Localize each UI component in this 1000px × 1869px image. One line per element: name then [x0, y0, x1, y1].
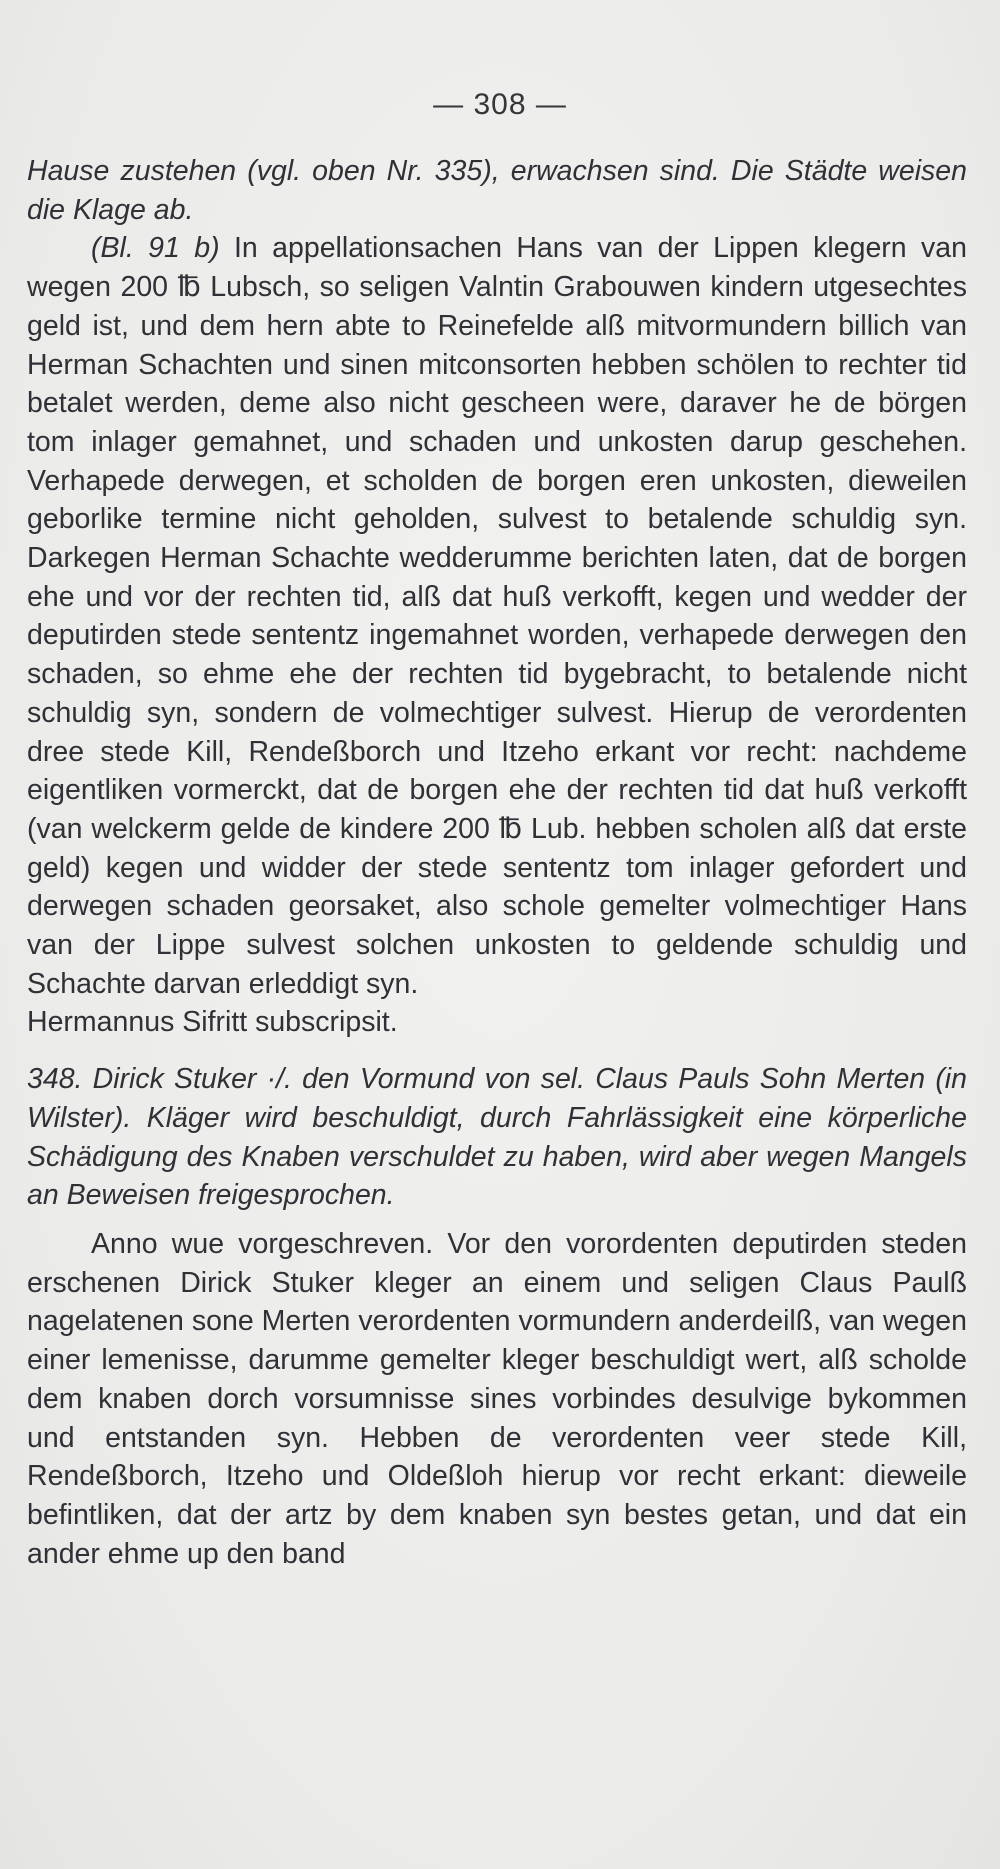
case-heading: 348. Dirick Stuker ·/. den Vormund von sel. Claus Pauls Sohn Merten (in Wilster). Kläger wird beschuldigt, durch Fahrlässigkeit eine körperliche Schädigung des Knaben verschuldet zu haben, wird aber wegen Mangels an Beweisen freigesprochen. — [27, 1063, 967, 1212]
paragraph-continuation: Hause zustehen (vgl. oben Nr. 335), erwachsen sind. Die Städte weisen die Klage ab. — [27, 155, 967, 226]
paragraph-appellation — [27, 229, 967, 1003]
body-text — [27, 152, 967, 1573]
paragraph-case-text: Anno wue vorgeschreven. Vor den vorordenten deputirden steden erschenen Dirick Stuker kleger an einem und seligen Claus Paulß nagelatenen sone Merten verordenten vormundern anderdeilß, van wegen einer lemenisse, darumme gemelter kleger beschuldigt wert, alß scholde dem knaben dorch vorsumnisse sines vorbindes desulvige bykommen und entstanden syn. Hebben de verordenten veer stede Kill, Rendeßborch, Itzeho und Oldeßloh hierup vor recht erkant: dieweile befintliken, dat der artz by dem knaben syn bestes getan, und dat ein ander ehme up den band — [27, 1227, 967, 1570]
folio-reference: (Bl. 91 b) — [91, 232, 220, 265]
paragraph-appellation-text: In appellationsachen Hans van der Lippen klegern van wegen 200 ℔ Lubsch, so seligen Valntin Grabouwen kindern utgesechtes geld ist, und dem hern abte to Reinefelde alß mitvormundern billich van Herman Schachten und sinen mitconsorten hebben schölen to rechter tid betalet werden, deme also nicht gescheen were, daraver he de börgen tom inlager gemahnet, und schaden und unkosten darup geschehen. Verhapede derwegen, et scholden de borgen eren unkosten, dieweilen geborlike termine nicht geholden, sulvest to betalende schuldig syn. Darkegen Herman Schachte wedderumme berichten laten, dat de borgen ehe und vor der rechten tid, alß dat huß verkofft, kegen und wedder der deputirden stede sententz ingemahnet worden, verhapede derwegen den schaden, so ehme ehe der rechten tid bygebracht, to betalende nicht schuldig syn, sondern de volmechtiger sulvest. Hierup de verordenten dree stede Kill, Rendeßborch und Itzeho erkant vor recht: nachdeme eigentliken vormerckt, dat de borgen ehe der rechten tid dat huß verkofft (van welckerm gelde de kindere 200 ℔ Lub. hebben scholen alß dat erste geld) kegen und widder der stede sententz tom inlager gefordert und derwegen schaden georsaket, also schole gemelter volmechtiger Hans van der Lippe sulvest solchen unkosten to geldende schuldig und Schachte darvan erleddigt syn. — [27, 232, 967, 1000]
page-number: — 308 — — [433, 88, 567, 121]
signature-line: Hermannus Sifritt subscripsit. — [27, 1006, 398, 1039]
